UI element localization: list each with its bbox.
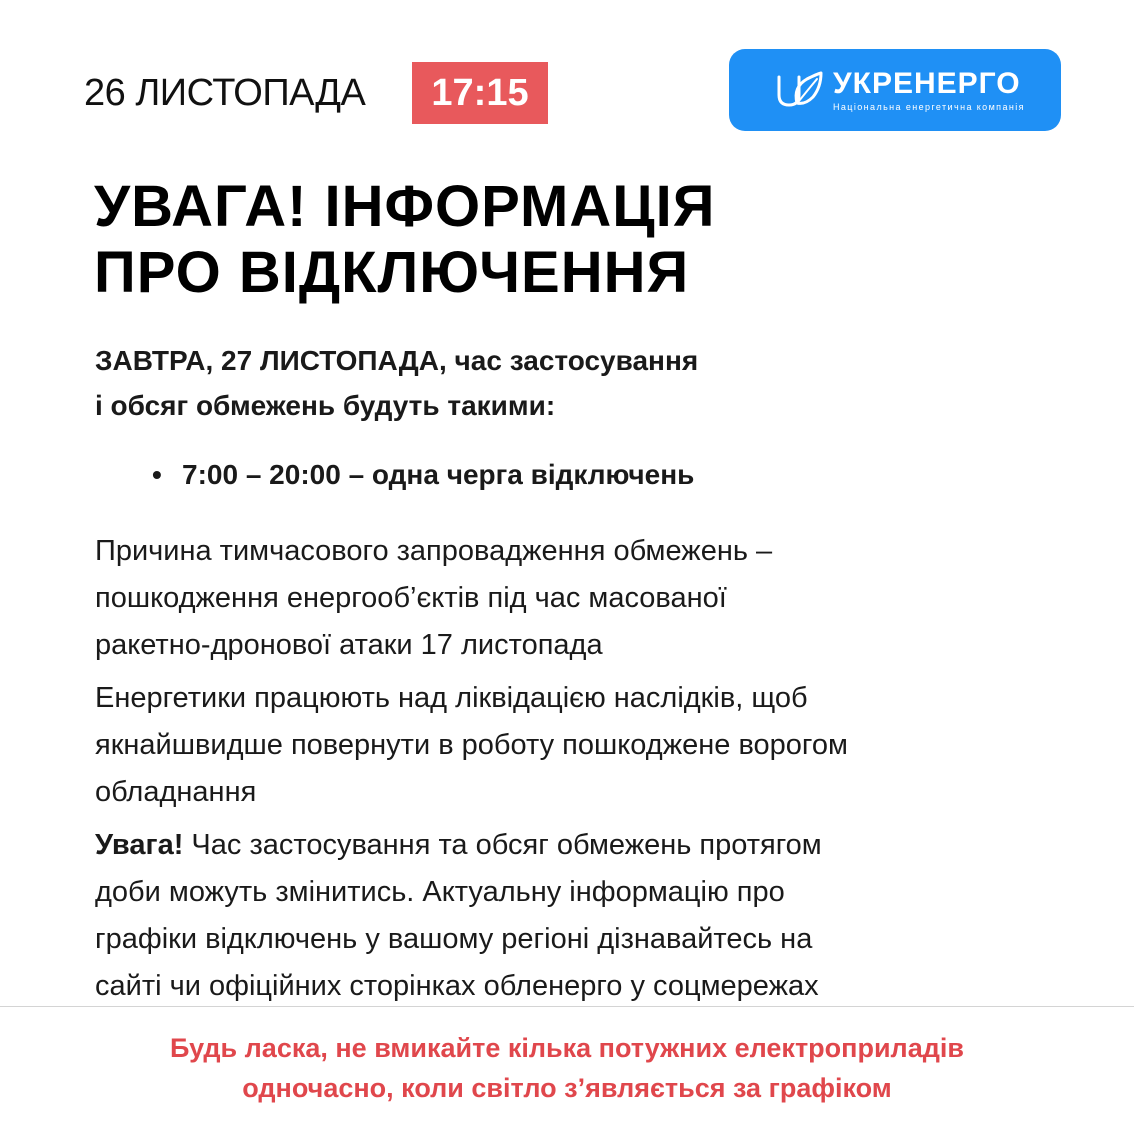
- reason-line-3: ракетно-дронової атаки 17 листопада: [95, 629, 603, 661]
- bullet-icon: •: [152, 459, 162, 490]
- notice-paragraph: [95, 822, 822, 1010]
- footer-line-1: Будь ласка, не вмикайте кілька потужних електроприладів: [170, 1033, 964, 1063]
- notice-line-2: доби можуть змінитись. Актуальну інформацію про: [95, 876, 785, 908]
- repairs-line-2: якнайшвидше повернути в роботу пошкоджене ворогом: [95, 729, 848, 761]
- lead-line-1: ЗАВТРА, 27 ЛИСТОПАДА, час застосування: [95, 345, 699, 376]
- logo-name: УКРЕНЕРГО: [833, 67, 1021, 100]
- notice-line-3: графіки відключень у вашому регіоні дізнавайтесь на: [95, 923, 813, 955]
- schedule-item: [152, 455, 694, 495]
- footer-line-2: одночасно, коли світло з’являється за графіком: [242, 1073, 892, 1103]
- footer-divider: [0, 1006, 1134, 1007]
- repairs-line-1: Енергетики працюють над ліквідацією наслідків, щоб: [95, 682, 808, 714]
- date-label: 26 ЛИСТОПАДА: [84, 72, 366, 114]
- notice-line-1: [95, 822, 822, 869]
- schedule-text: 7:00 – 20:00 – одна черга відключень: [182, 459, 695, 490]
- repairs-line-3: обладнання: [95, 776, 257, 808]
- repairs-paragraph: [95, 675, 848, 816]
- ukrenergo-logo: [729, 49, 1061, 131]
- notice-line-1-text: Час застосування та обсяг обмежень протягом: [183, 829, 822, 861]
- headline: [94, 174, 715, 306]
- logo-subtitle: Національна енергетична компанія: [833, 102, 1025, 112]
- lead-text: [95, 338, 698, 428]
- footer-warning: [0, 1028, 1134, 1108]
- time-badge: 17:15: [412, 62, 548, 124]
- ukrenergo-logo-icon: [773, 69, 825, 111]
- reason-paragraph: [95, 528, 772, 669]
- headline-line-1: УВАГА! ІНФОРМАЦІЯ: [94, 174, 716, 239]
- reason-line-2: пошкодження енергооб’єктів під час масованої: [95, 582, 727, 614]
- notice-bold-label: Увага!: [95, 829, 184, 861]
- notice-line-4: сайті чи офіційних сторінках обленерго у соцмережах: [95, 970, 819, 1002]
- headline-line-2: ПРО ВІДКЛЮЧЕННЯ: [94, 240, 690, 305]
- reason-line-1: Причина тимчасового запровадження обмежень –: [95, 535, 773, 567]
- lead-line-2: і обсяг обмежень будуть такими:: [95, 390, 556, 421]
